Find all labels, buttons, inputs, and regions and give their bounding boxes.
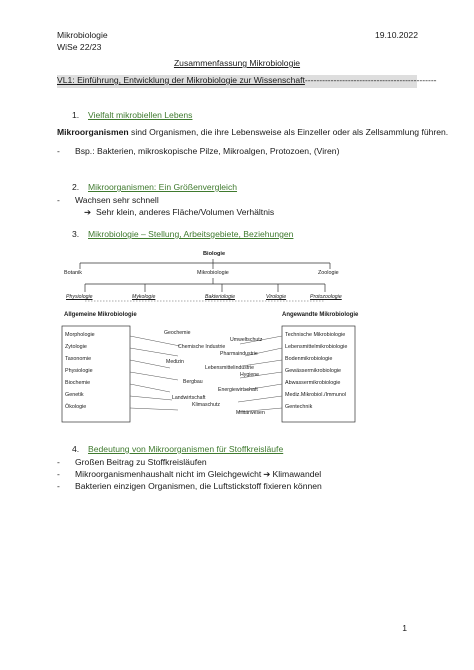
example-line [57,146,339,156]
bullet-line [57,457,207,467]
field-term: Klimaschutz [192,402,220,408]
category-protozoologie: Protozoologie [310,294,342,300]
field-term: Bergbau [183,379,203,385]
general-item: Biochemie [65,380,91,386]
field-term: Energiewirtschaft [218,387,258,393]
section-title: Mikroorganismen: Ein Größenvergleich [88,182,238,192]
applied-item: Gentechnik [285,404,313,410]
applied-item: Gewässermikrobiologie [285,368,342,374]
section-3-heading [72,229,293,239]
section-number: 4. [72,444,80,454]
bullet-marker: - [57,146,60,156]
lecture-heading-rule: ---------------------------------------------- [304,75,437,85]
field-term: Geochemie [164,330,191,336]
bullet-line [57,195,159,205]
general-microbiology-title: Allgemeine Mikrobiologie [64,312,137,318]
section-title: Bedeutung von Mikroorganismen für Stoffkreisläufe [88,444,284,454]
applied-item: Abwassermikrobiologie [285,380,341,386]
section-1-heading [72,110,192,120]
defined-term: Mikroorganismen [57,127,129,137]
section-title: Vielfalt mikrobiellen Lebens [88,110,193,120]
section-number: 1. [72,110,80,120]
node-mikrobiologie: Mikrobiologie [197,270,229,276]
node-zoologie: Zoologie [318,270,339,276]
field-term: Medizin [166,359,184,365]
general-item: Ökologie [65,404,87,410]
page-number: 1 [402,623,407,633]
field-term: Lebensmittelindustrie [205,365,255,371]
field-term: Umweltschutz [230,337,263,343]
category-virologie: Virologie [266,294,287,300]
section-2-heading [72,182,237,192]
general-item: Morphologie [65,332,95,338]
field-term: Landwirtschaft [172,395,206,401]
definition-line [57,127,448,137]
arrow-line [84,207,274,218]
lecture-heading-text: VL1: Einführung, Entwicklung der Mikrobiologie zur Wissenschaft [57,75,305,85]
bullet-marker: - [57,469,60,479]
node-botanik: Botanik [64,270,82,276]
arrow-icon: ➔ [263,469,271,479]
general-item: Physiologie [65,368,93,374]
lecture-heading [57,75,437,88]
field-term: Pharmaindustrie [220,351,258,357]
section-title: Mikrobiologie – Stellung, Arbeitsgebiete, Beziehungen [88,229,294,239]
definition-text: sind Organismen, die ihre Lebensweise als Einzeller oder als Zellsammlung führen. [128,127,449,137]
applied-item: Bodenmikrobiologie [285,356,333,362]
example-text: Bsp.: Bakterien, mikroskopische Pilze, Mikroalgen, Protozoen, (Viren) [75,146,340,156]
microbiology-diagram [60,248,359,426]
document-title: Zusammenfassung Mikrobiologie [173,58,301,68]
category-mykologie: Mykologie [132,294,156,300]
arrow-text: Sehr klein, anderes Fläche/Volumen Verhältnis [96,207,275,217]
semester: WiSe 22/23 [57,42,102,52]
section-number: 3. [72,229,80,239]
field-term: Militärwesen [236,410,265,416]
bullet-text: Wachsen sehr schnell [75,195,159,205]
bullet-text: Mikroorganismenhaushalt nicht im Gleichgewicht [75,469,262,479]
bullet-marker: - [57,195,60,205]
category-bakteriologie: Bakteriologie [205,294,235,300]
general-item: Taxonomie [65,356,92,362]
applied-item: Technische Mikrobiologie [285,332,346,338]
bullet-line [57,481,322,491]
bullet-text: Bakterien einzigen Organismen, die Luftstickstoff fixieren können [75,481,322,491]
course-name: Mikrobiologie [57,30,108,40]
node-biologie: Biologie [203,251,226,257]
field-term: Hygiene [240,372,260,378]
field-term: Chemische Industrie [178,344,226,350]
bullet-marker: - [57,481,60,491]
arrow-icon: ➔ [84,207,92,217]
document-date: 19.10.2022 [374,30,418,40]
applied-microbiology-title: Angewandte Mikrobiologie [282,312,359,318]
bullet-line [57,469,321,480]
section-4-heading [72,444,283,454]
general-item: Genetik [65,392,84,398]
applied-item: Lebensmittelmikrobiologie [285,344,348,350]
category-physiologie: Physiologie [66,294,93,300]
general-item: Zytologie [65,344,87,350]
bullet-text: Großen Beitrag zu Stoffkreisläufen [75,457,207,467]
applied-item: Mediz.Mikrobiol./Immunol [285,392,347,398]
section-number: 2. [72,182,80,192]
arrow-text: Klimawandel [272,469,322,479]
bullet-marker: - [57,457,60,467]
